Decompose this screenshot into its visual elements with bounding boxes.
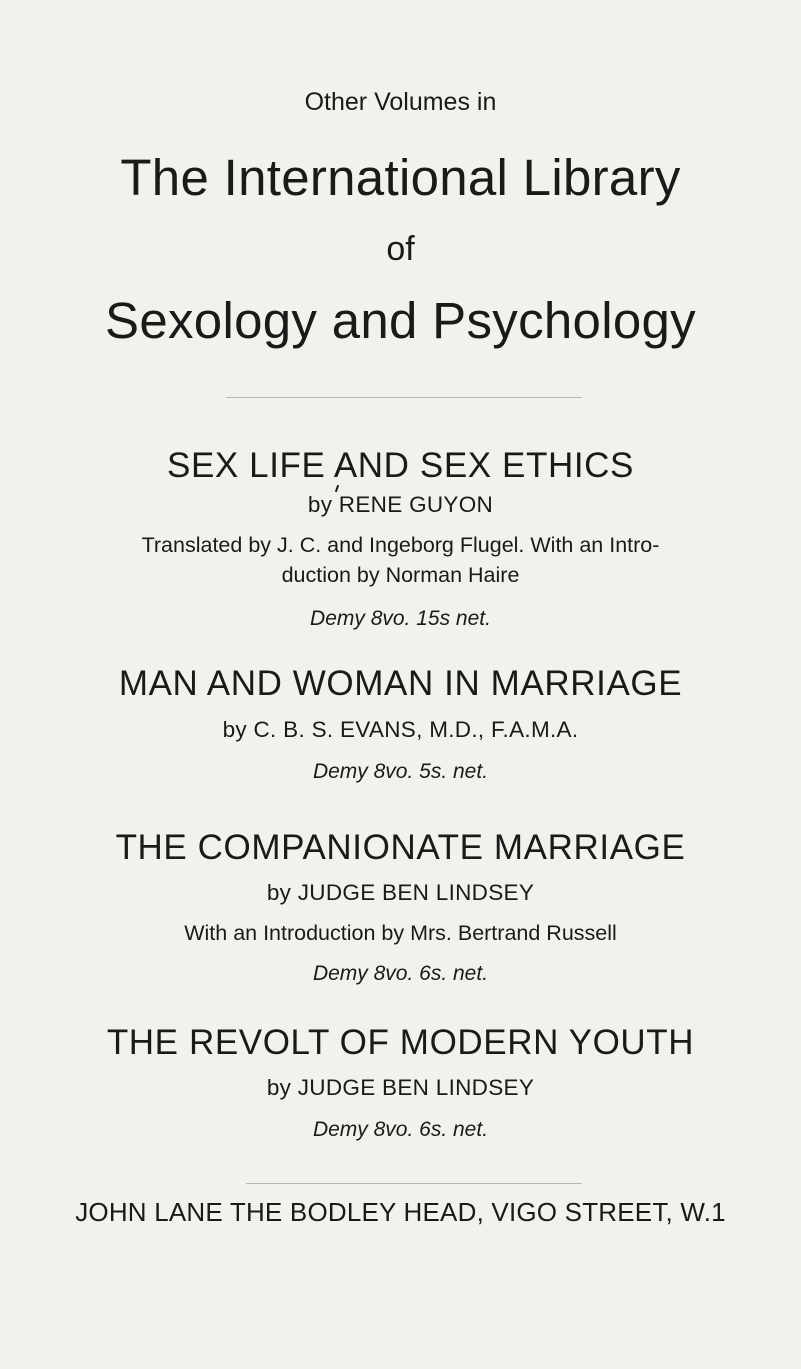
book-title: THE REVOLT OF MODERN YOUTH [106, 1023, 695, 1062]
book-title: THE COMPANIONATE MARRIAGE [115, 828, 686, 867]
book-note-line-1: Translated by J. C. and Ingeborg Flugel. With an Intro- [141, 533, 660, 557]
book-note-line-1: With an Introduction by Mrs. Bertrand Russell [184, 921, 617, 945]
book-title: MAN AND WOMAN IN MARRIAGE [118, 664, 683, 703]
author-name-accented: by RENE [307, 492, 403, 517]
top-divider [226, 397, 582, 398]
book-price: Demy 8vo. 6s. net. [312, 962, 489, 985]
book-price: Demy 8vo. 15s net. [310, 607, 491, 630]
bottom-divider [246, 1183, 582, 1184]
book-title: SEX LIFE AND SEX ETHICS [167, 446, 634, 485]
series-pretitle: Other Volumes in [304, 88, 497, 116]
series-title-line-3: Sexology and Psychology [105, 292, 696, 349]
book-author: by C. B. S. EVANS, M.D., F.A.M.A. [222, 717, 579, 742]
author-name-rest: GUYON [402, 492, 494, 517]
publisher-imprint: JOHN LANE THE BODLEY HEAD, VIGO STREET, W.1 [75, 1197, 726, 1227]
book-price: Demy 8vo. 5s. net. [312, 760, 489, 783]
book-note-line-2: duction by Norman Haire [281, 563, 520, 587]
series-title-line-1: The International Library [120, 149, 681, 206]
book-author: by JUDGE BEN LINDSEY [266, 1075, 535, 1100]
book-author [0, 492, 801, 518]
book-price: Demy 8vo. 6s. net. [312, 1118, 489, 1141]
book-author: by JUDGE BEN LINDSEY [266, 880, 535, 905]
series-title-line-2: of [386, 230, 415, 268]
